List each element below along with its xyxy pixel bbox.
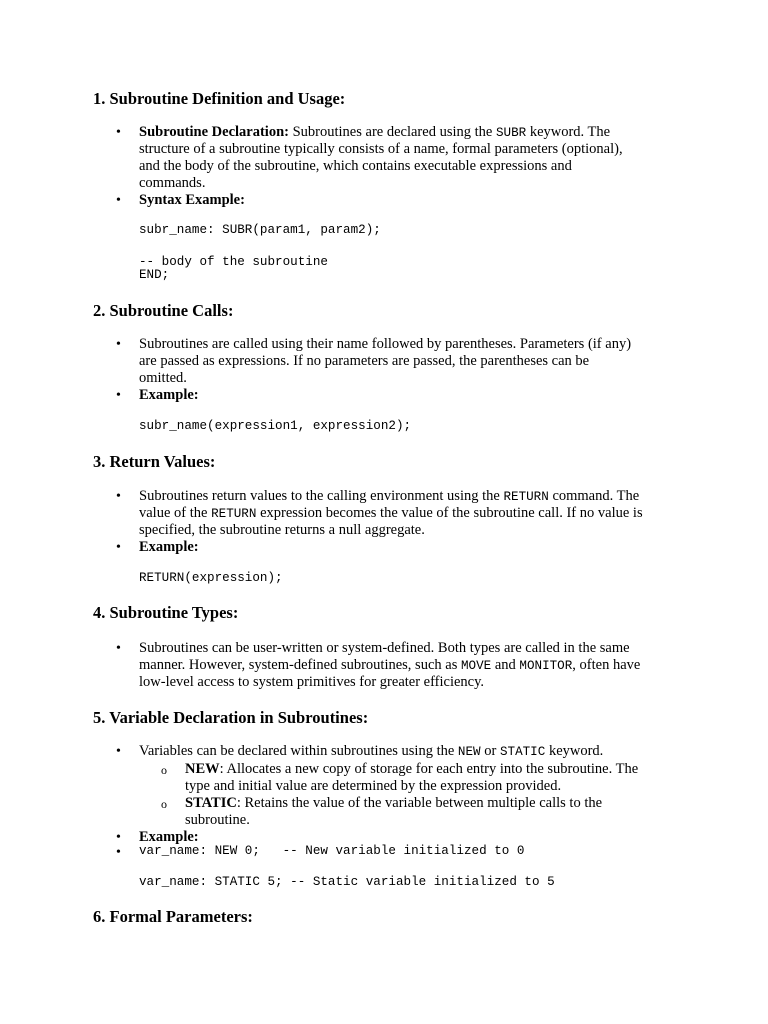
sub-bullet: o — [161, 797, 167, 811]
section-heading: 6. Formal Parameters: — [93, 907, 253, 926]
inline-code: SUBR — [495, 126, 527, 140]
paragraph-line: and the body of the subroutine, which contains executable expressions and — [139, 158, 572, 174]
paragraph-line: are passed as expressions. If no parameters are passed, the parentheses can be — [139, 353, 590, 369]
text-span: keyword. The — [526, 124, 611, 140]
section-heading: 2. Subroutine Calls: — [93, 301, 234, 320]
paragraph-line: structure of a subroutine typically consists of a name, formal parameters (optional), — [139, 141, 623, 157]
text-span: or — [480, 743, 500, 759]
section-heading: 3. Return Values: — [93, 452, 216, 471]
paragraph-line — [185, 761, 638, 778]
bullet: • — [116, 337, 121, 352]
text-span: Variables can be declared within subroutines using the — [139, 743, 458, 759]
inline-code: MONITOR — [519, 659, 573, 673]
term-label: Example: — [139, 829, 199, 845]
paragraph-line — [139, 192, 245, 209]
term-label: Subroutine Declaration: — [139, 124, 289, 140]
inline-code: RETURN — [211, 507, 257, 521]
code-line: var_name: NEW 0; -- New variable initialized to 0 — [139, 844, 525, 858]
code-line: subr_name(expression1, expression2); — [139, 419, 412, 433]
text-span: manner. However, system-defined subroutines, such as — [139, 657, 461, 673]
section-heading: 4. Subroutine Types: — [93, 603, 239, 622]
inline-code: NEW — [457, 745, 481, 759]
paragraph-line: commands. — [139, 175, 206, 191]
paragraph-line: Subroutines are called using their name followed by parentheses. Parameters (if any) — [139, 336, 632, 352]
text-span: Subroutines are declared using the — [288, 124, 496, 140]
code-line: -- body of the subroutine — [139, 255, 328, 269]
code-line: var_name: STATIC 5; -- Static variable initialized to 5 — [139, 875, 555, 889]
paragraph-line — [139, 657, 640, 675]
text-span: expression becomes the value of the subroutine call. If no value is — [256, 505, 643, 521]
inline-code: MOVE — [460, 659, 492, 673]
text-span: command. The — [548, 488, 640, 504]
bullet: • — [116, 641, 121, 656]
term-label: Syntax Example: — [139, 192, 245, 208]
bullet: • — [116, 744, 121, 759]
bullet: • — [116, 845, 121, 860]
paragraph-line: specified, the subroutine returns a null aggregate. — [139, 522, 425, 538]
code-line: END; — [139, 268, 170, 282]
paragraph-line — [139, 505, 643, 523]
paragraph-line — [139, 743, 603, 761]
bullet: • — [116, 540, 121, 555]
bullet: • — [116, 830, 121, 845]
bullet: • — [116, 125, 121, 140]
text-span: value of the — [139, 505, 212, 521]
sub-bullet: o — [161, 763, 167, 777]
text-span: and — [491, 657, 520, 673]
bullet: • — [116, 489, 121, 504]
bullet: • — [116, 193, 121, 208]
text-span: : Allocates a new copy of storage for each entry into the subroutine. The — [219, 761, 639, 777]
text-span: keyword. — [545, 743, 604, 759]
paragraph-line: low-level access to system primitives for greater efficiency. — [139, 674, 485, 690]
term-label: Example: — [139, 387, 199, 403]
inline-code: RETURN — [503, 490, 549, 504]
paragraph-line: type and initial value are determined by the expression provided. — [185, 778, 562, 794]
section-heading: 5. Variable Declaration in Subroutines: — [93, 708, 369, 727]
code-line: RETURN(expression); — [139, 571, 283, 585]
paragraph-line — [185, 795, 602, 812]
paragraph-line — [139, 488, 639, 506]
paragraph-line: omitted. — [139, 370, 187, 386]
text-span: , often have — [572, 657, 641, 673]
term-label: STATIC — [185, 795, 237, 811]
section-heading: 1. Subroutine Definition and Usage: — [93, 89, 346, 108]
term-label: NEW — [185, 761, 220, 777]
term-label: Example: — [139, 539, 199, 555]
paragraph-line: Subroutines can be user-written or system-defined. Both types are called in the same — [139, 640, 630, 656]
inline-code: STATIC — [499, 745, 546, 759]
code-line: subr_name: SUBR(param1, param2); — [139, 223, 381, 237]
paragraph-line: subroutine. — [185, 812, 250, 828]
text-span: Subroutines return values to the calling environment using the — [139, 488, 504, 504]
paragraph-line — [139, 539, 199, 556]
bullet: • — [116, 388, 121, 403]
paragraph-line — [139, 124, 610, 142]
text-span: : Retains the value of the variable between multiple calls to the — [236, 795, 603, 811]
paragraph-line — [139, 387, 199, 404]
